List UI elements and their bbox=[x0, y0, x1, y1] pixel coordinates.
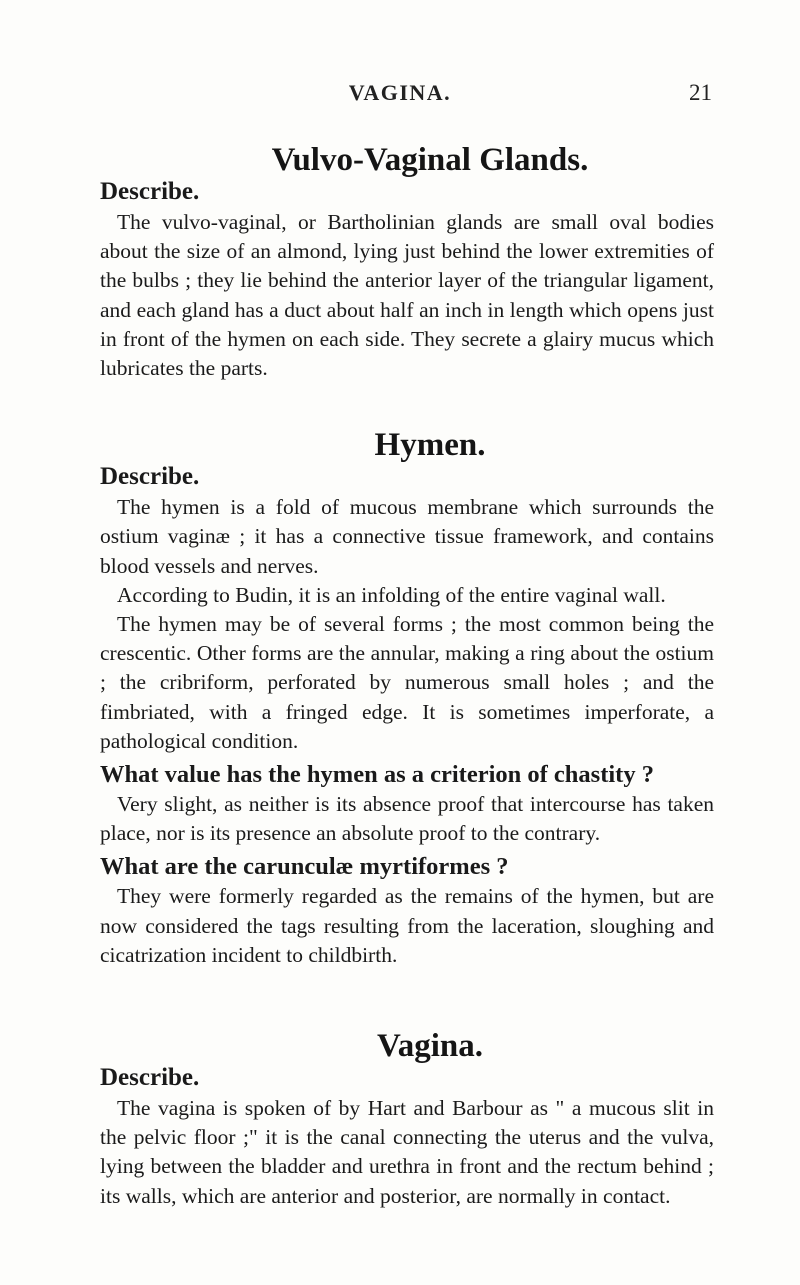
page-content bbox=[100, 134, 714, 1211]
describe-label: Describe. bbox=[100, 463, 200, 491]
section-title: Hymen. bbox=[374, 427, 486, 464]
section-spacer bbox=[100, 383, 714, 427]
section-hymen bbox=[100, 427, 714, 970]
paragraph: The hymen is a fold of mucous membrane which surrounds the ostium vaginæ ; it has a connective tissue framework, and contains blood vessels and nerves. bbox=[100, 495, 714, 578]
running-title: VAGINA. bbox=[348, 80, 452, 105]
section-vulvo-vaginal-glands bbox=[100, 142, 714, 383]
running-head bbox=[0, 80, 800, 110]
paragraph: The vulvo-vaginal, or Bartholinian glands are small oval bodies about the size of an almond, lying just behind the lower extremities of the bulbs ; they lie behind the anterior layer of the triangular ligament, and each gland has a duct about half an inch in length which opens just in front of the hymen on each side. They secrete a glairy mucus which lubricates the parts. bbox=[100, 210, 714, 381]
paragraph: The hymen may be of several forms ; the most common being the crescentic. Other forms are the annular, making a ring about the ostium ; the cribriform, perforated by numerous small holes ; and the fimbriated, with a fringed edge. It is sometimes imperforate, a pathological condition. bbox=[100, 612, 714, 753]
describe-label: Describe. bbox=[100, 178, 200, 205]
section-spacer bbox=[100, 970, 714, 1028]
section-title: Vagina. bbox=[376, 1028, 484, 1065]
section-vagina bbox=[100, 1028, 714, 1211]
paragraph: The vagina is spoken of by Hart and Barbour as " a mucous slit in the pelvic floor ;" it is the canal connecting the uterus and the vulva, lying between the bladder and urethra in front and the rectum behind ; its walls, which are anterior and posterior, are normally in contact. bbox=[100, 1096, 714, 1208]
question-heading: What value has the hymen as a criterion of chastity ? bbox=[100, 761, 654, 789]
section-title: Vulvo-Vaginal Glands. bbox=[271, 142, 589, 178]
question-heading: What are the carunculæ myrtiformes ? bbox=[100, 853, 509, 881]
answer-paragraph: Very slight, as neither is its absence proof that intercourse has taken place, nor is its presence an absolute proof to the contrary. bbox=[100, 792, 714, 846]
answer-paragraph: They were formerly regarded as the remains of the hymen, but are now considered the tags resulting from the laceration, sloughing and cicatrization incident to childbirth. bbox=[100, 884, 714, 967]
describe-label: Describe. bbox=[100, 1064, 200, 1092]
paragraph: According to Budin, it is an infolding of the entire vaginal wall. bbox=[117, 582, 666, 607]
page-number: 21 bbox=[689, 80, 712, 105]
